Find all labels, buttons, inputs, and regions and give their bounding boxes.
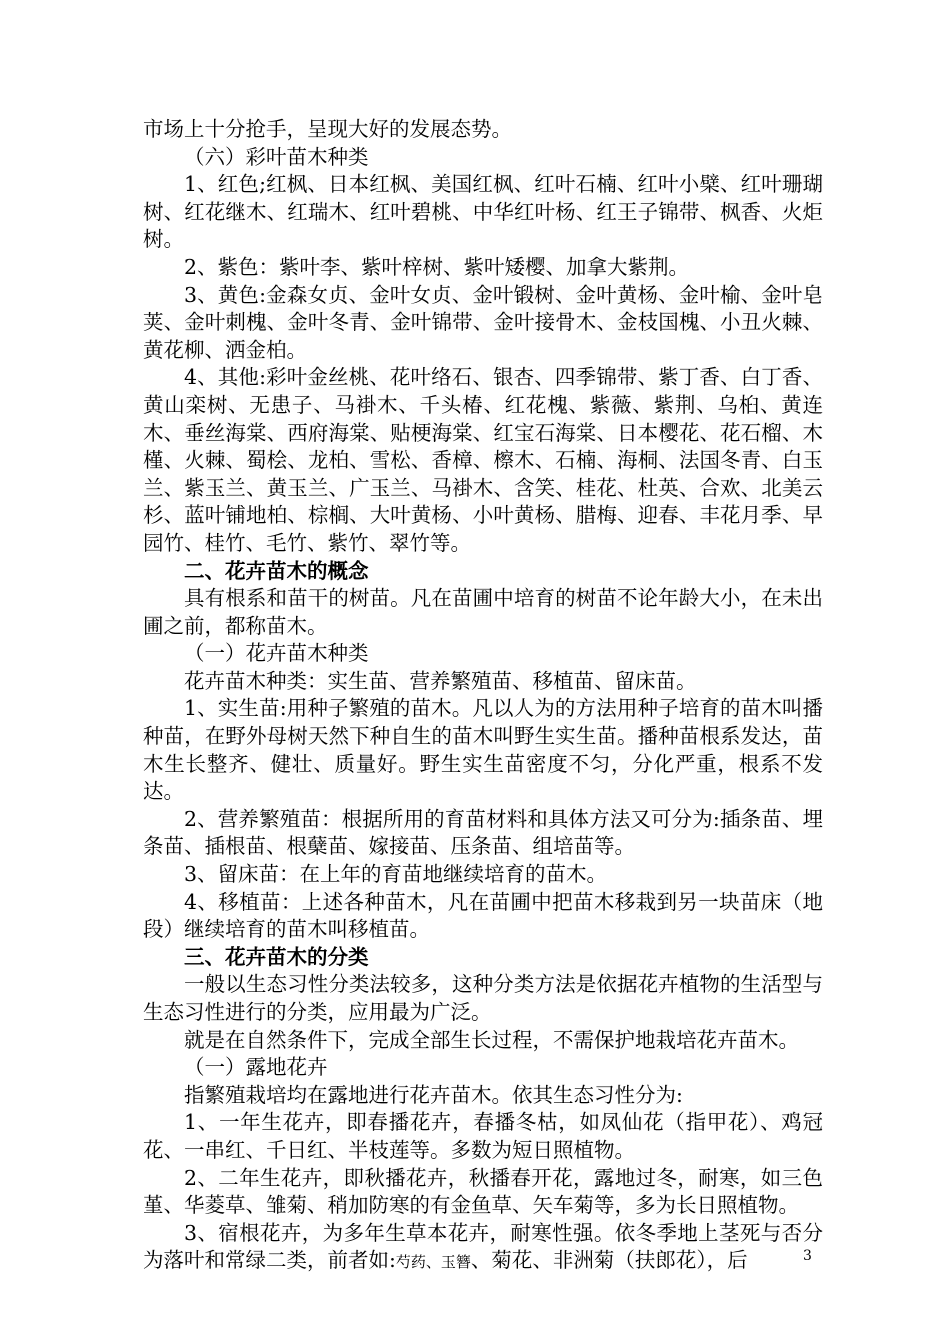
paragraph-perennial-small: 芍药、玉簪 [395, 1253, 471, 1272]
paragraph: 2、二年生花卉，即秋播花卉，秋播春开花，露地过冬，耐寒，如三色堇、华菱草、雏菊、稍加防寒的有金鱼草、矢车菊等，多为长日照植物。 [143, 1165, 823, 1218]
paragraph-perennial [143, 1220, 823, 1277]
paragraph: 具有根系和苗干的树苗。凡在苗圃中培育的树苗不论年龄大小，在未出圃之前，都称苗木。 [143, 586, 823, 638]
paragraph: （一）露地花卉 [184, 1055, 328, 1080]
paragraph: 1、实生苗:用种子繁殖的苗木。凡以人为的方法用种子培育的苗木叫播种苗，在野外母树天然下种自生的苗木叫野生实生苗。播种苗根系发达，苗木生长整齐、健壮、质量好。野生实生苗密度不匀，分化严重，根系不发达。 [143, 696, 823, 804]
section-heading: 二、花卉苗木的概念 [184, 558, 369, 583]
paragraph: 2、营养繁殖苗：根据所用的育苗材料和具体方法又可分为:插条苗、埋条苗、插根苗、根蘖苗、嫁接苗、压条苗、组培苗等。 [143, 806, 823, 859]
document-body [143, 116, 823, 1277]
paragraph: 2、紫色：紫叶李、紫叶梓树、紫叶矮樱、加拿大紫荆。 [184, 254, 690, 279]
paragraph: （六）彩叶苗木种类 [184, 144, 369, 169]
paragraph: 一般以生态习性分类法较多，这种分类方法是依据花卉植物的生活型与生态习性进行的分类，应用最为广泛。 [143, 972, 823, 1024]
paragraph: 4、移植苗：上述各种苗木，凡在苗圃中把苗木移栽到另一块苗床（地段）继续培育的苗木叫移植苗。 [143, 889, 823, 942]
paragraph: 1、红色;红枫、日本红枫、美国红枫、红叶石楠、红叶小檗、红叶珊瑚树、红花继木、红瑞木、红叶碧桃、中华红叶杨、红王子锦带、枫香、火炬树。 [143, 172, 823, 252]
paragraph: 市场上十分抢手，呈现大好的发展态势。 [143, 117, 512, 141]
paragraph: 3、黄色:金森女贞、金叶女贞、金叶锻树、金叶黄杨、金叶榆、金叶皂荚、金叶刺槐、金叶冬青、金叶锦带、金叶接骨木、金枝国槐、小丑火棘、黄花柳、洒金柏。 [143, 282, 823, 362]
paragraph-perennial-end: 、菊花、非洲菊（扶郎花），后 [470, 1248, 748, 1273]
paragraph: 3、留床苗：在上年的育苗地继续培育的苗木。 [184, 862, 608, 887]
paragraph-list [143, 116, 823, 1220]
paragraph: 就是在自然条件下，完成全部生长过程，不需保护地栽培花卉苗木。 [184, 1027, 799, 1052]
page-number: 3 [803, 1248, 812, 1264]
paragraph: 4、其他:彩叶金丝桃、花叶络石、银杏、四季锦带、紫丁香、白丁香、黄山栾树、无患子、马褂木、千头椿、红花槐、紫薇、紫荆、乌桕、黄连木、垂丝海棠、西府海棠、贴梗海棠、红宝石海棠、日本樱花、花石榴、木槿、火棘、蜀桧、龙柏、雪松、香樟、檫木、石楠、海桐、法国冬青、白玉兰、紫玉兰、黄玉兰、广玉兰、马褂木、含笑、桂花、杜英、合欢、北美云杉、蓝叶铺地柏、棕榈、大叶黄杨、小叶黄杨、腊梅、迎春、丰花月季、早园竹、桂竹、毛竹、紫竹、翠竹等。 [143, 365, 823, 555]
paragraph-perennial-start: 3、宿根花卉，为多年生草本花卉，耐寒性强。依冬季地上茎死与否分为落叶和常绿二类，前者如: [143, 1220, 823, 1273]
paragraph: （一）花卉苗木种类 [184, 641, 369, 666]
paragraph: 指繁殖栽培均在露地进行花卉苗木。依其生态习性分为: [184, 1082, 683, 1107]
section-heading: 三、花卉苗木的分类 [184, 944, 369, 969]
paragraph: 1、一年生花卉，即春播花卉，春播冬枯，如凤仙花（指甲花）、鸡冠花、一串红、千日红、半枝莲等。多数为短日照植物。 [143, 1110, 823, 1162]
paragraph: 花卉苗木种类：实生苗、营养繁殖苗、移植苗、留床苗。 [184, 668, 697, 693]
